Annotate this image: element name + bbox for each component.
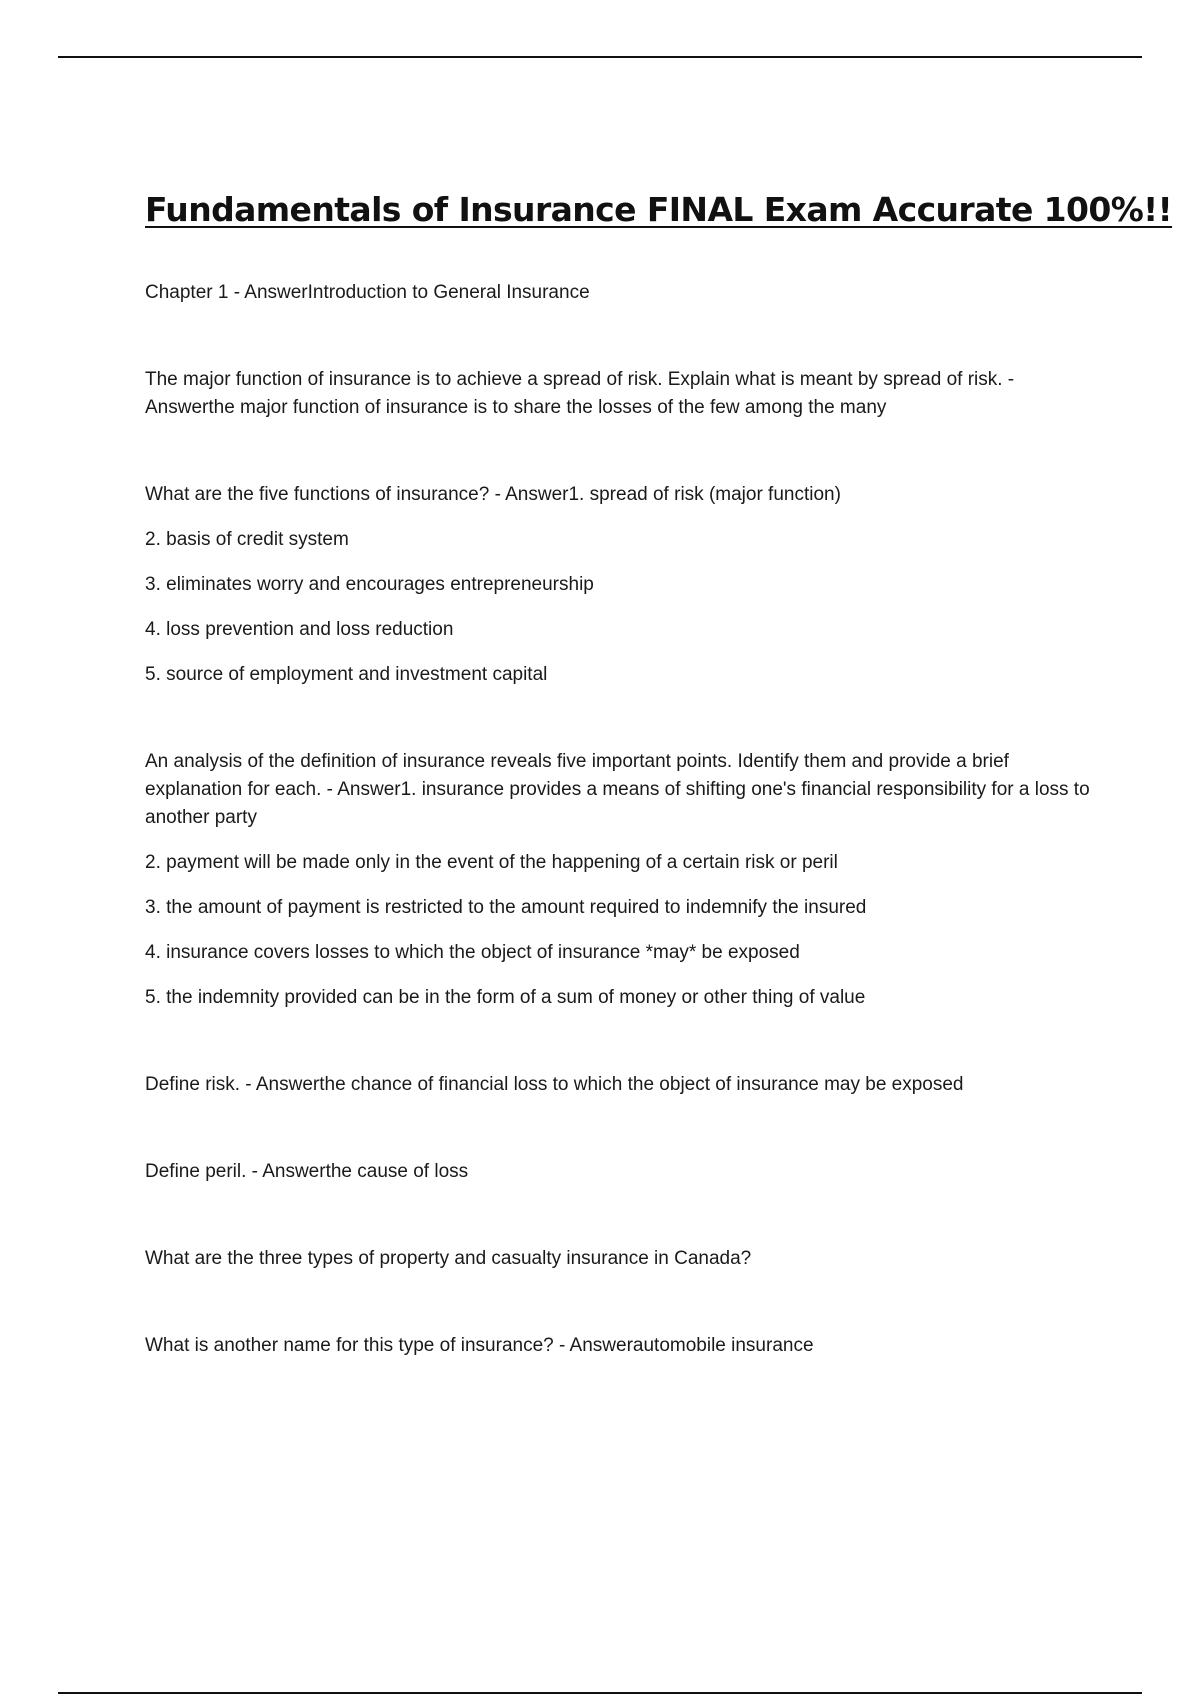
qa-section	[145, 748, 1095, 1012]
qa-section	[145, 366, 1095, 422]
document-title: Fundamentals of Insurance FINAL Exam Accurate 100%!!	[145, 190, 1173, 229]
question-text: What is another name for this type of insurance? - Answerautomobile insurance	[145, 1335, 814, 1356]
answer-item: 4. loss prevention and loss reduction	[145, 619, 454, 640]
question-text: What are the three types of property and casualty insurance in Canada?	[145, 1248, 752, 1269]
answer-item: 5. source of employment and investment capital	[145, 664, 548, 685]
question-text: An analysis of the definition of insurance reveals five important points. Identify them and provide a brief explanation for each. - Answer1. insurance provides a means of shifting one's financial responsibility for a loss to another party	[145, 751, 1090, 828]
answer-item: 3. eliminates worry and encourages entrepreneurship	[145, 574, 594, 595]
qa-section	[145, 1158, 1095, 1186]
answer-item: 2. basis of credit system	[145, 529, 349, 550]
answer-item: 5. the indemnity provided can be in the form of a sum of money or other thing of value	[145, 987, 866, 1008]
document-body	[145, 190, 1173, 1360]
answer-item: 4. insurance covers losses to which the object of insurance *may* be exposed	[145, 942, 800, 963]
question-text: The major function of insurance is to achieve a spread of risk. Explain what is meant by spread of risk. - Answerthe major function of insurance is to share the losses of the few among the many	[145, 369, 1015, 418]
qa-section	[145, 1332, 1095, 1360]
chapter-heading: Chapter 1 - AnswerIntroduction to General Insurance	[145, 282, 590, 303]
qa-section	[145, 1245, 1095, 1273]
qa-section	[145, 1071, 1095, 1099]
bottom-rule	[58, 1692, 1142, 1694]
question-text: What are the five functions of insurance? - Answer1. spread of risk (major function)	[145, 484, 841, 505]
top-rule	[58, 56, 1142, 58]
answer-item: 2. payment will be made only in the event of the happening of a certain risk or peril	[145, 852, 838, 873]
qa-section	[145, 481, 1095, 689]
question-text: Define peril. - Answerthe cause of loss	[145, 1161, 469, 1182]
question-text: Define risk. - Answerthe chance of financial loss to which the object of insurance may be exposed	[145, 1074, 964, 1095]
answer-item: 3. the amount of payment is restricted to the amount required to indemnify the insured	[145, 897, 867, 918]
